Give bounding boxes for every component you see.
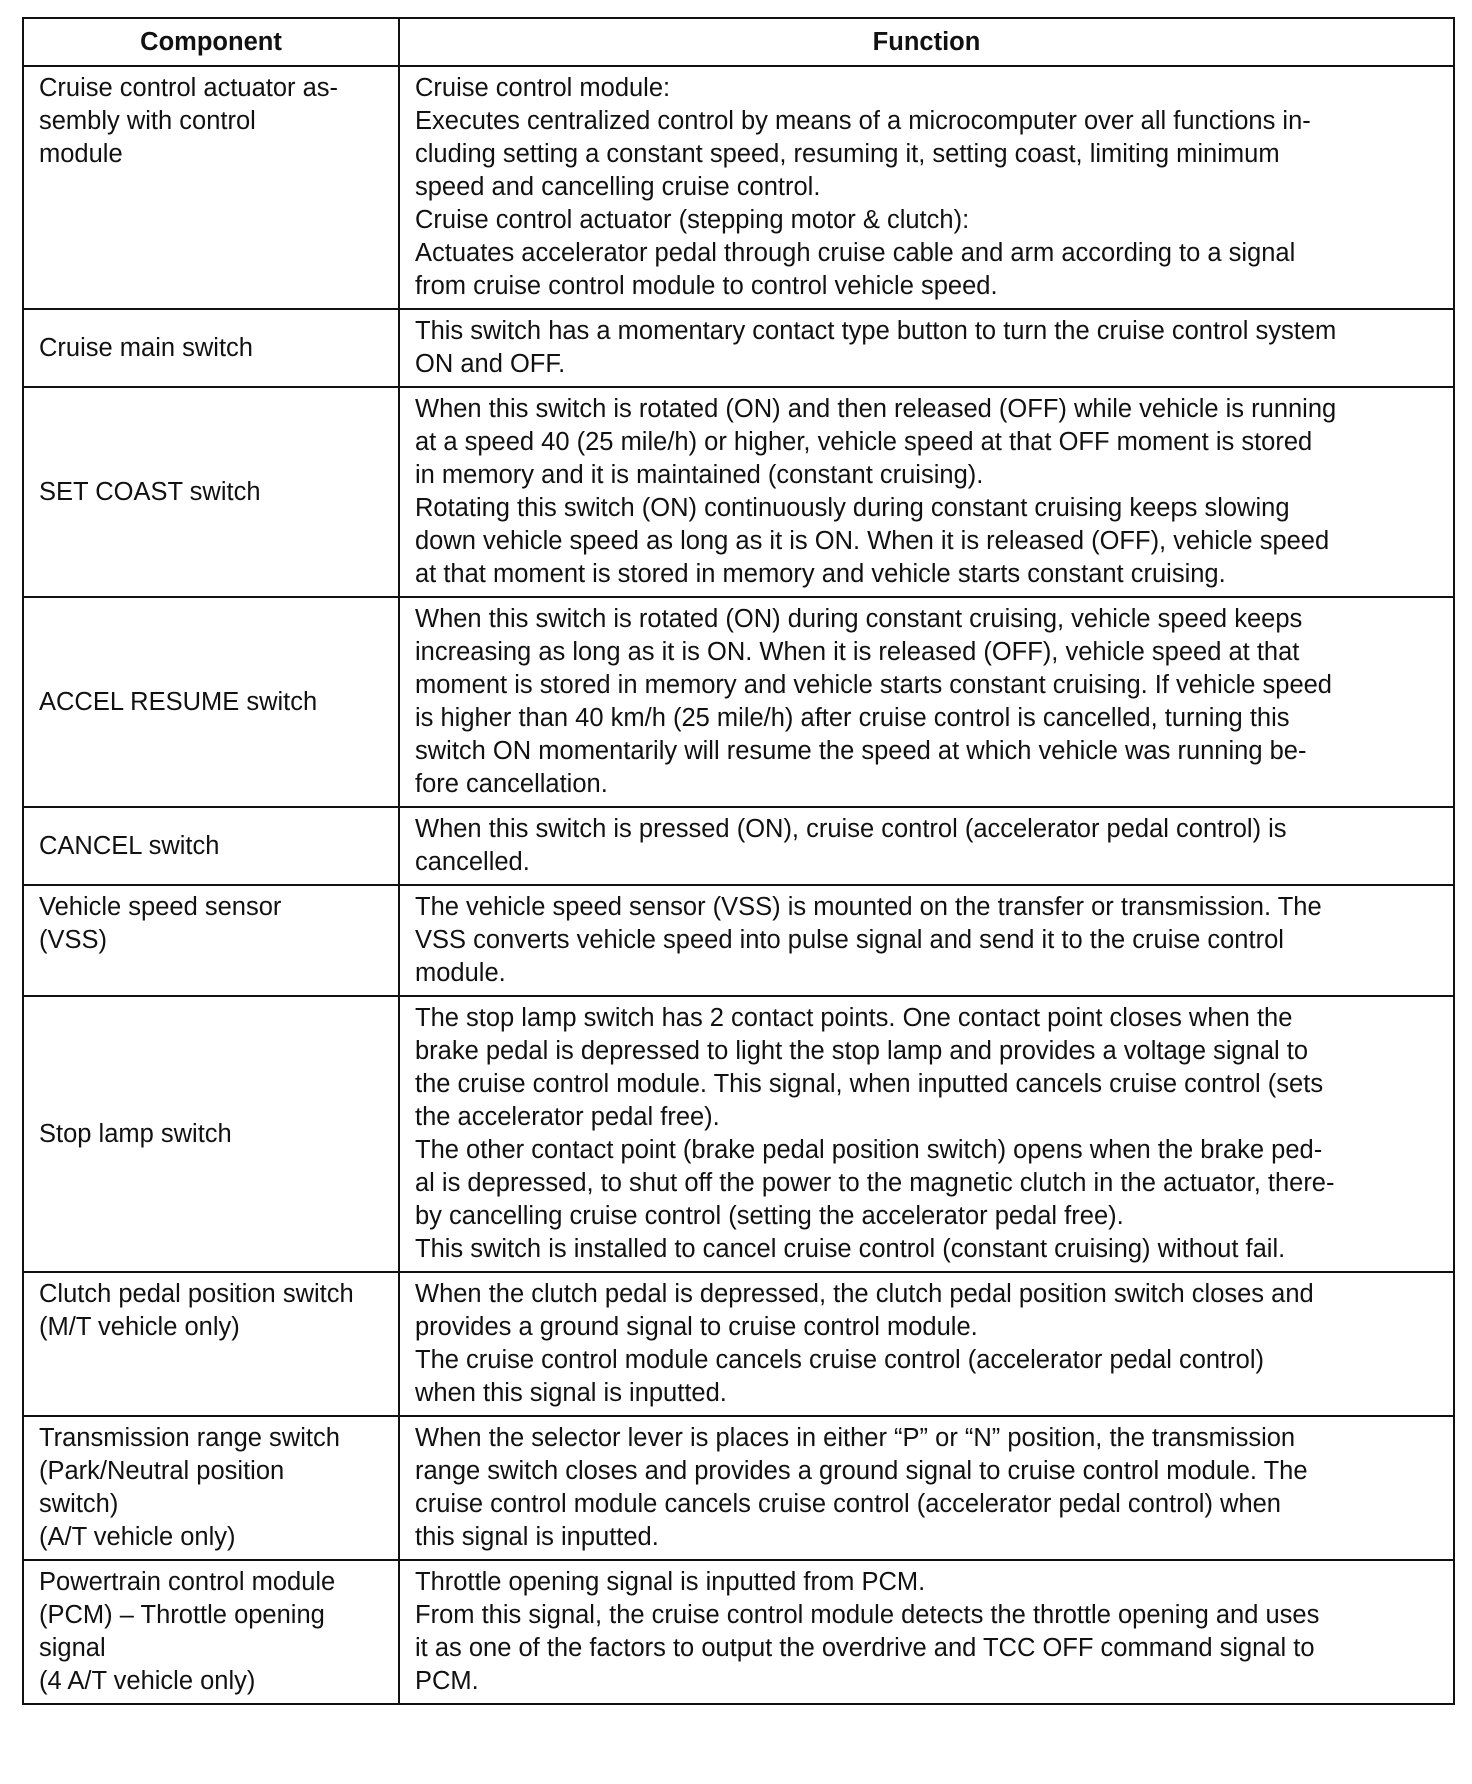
component-cell [23, 1416, 399, 1560]
component-cell [23, 1272, 399, 1416]
component-text: sembly with control [39, 107, 256, 135]
component-text: Cruise control actuator as- [39, 74, 339, 102]
component-text: Stop lamp switch [39, 1119, 232, 1148]
table-row [23, 597, 1454, 807]
function-text: The vehicle speed sensor (VSS) is mounted on the transfer or transmission. The [415, 893, 1322, 921]
table-header-row [23, 18, 1454, 66]
function-text: speed and cancelling cruise control. [415, 173, 821, 201]
table-row [23, 807, 1454, 885]
function-cell [399, 309, 1454, 387]
function-text: When this switch is rotated (ON) and then released (OFF) while vehicle is running [415, 395, 1337, 423]
function-text: Cruise control actuator (stepping motor & clutch): [415, 206, 970, 234]
function-cell [399, 1560, 1454, 1704]
function-text: VSS converts vehicle speed into pulse signal and send it to the cruise control [415, 926, 1284, 954]
function-text: moment is stored in memory and vehicle starts constant cruising. If vehicle speed [415, 671, 1332, 699]
function-text: From this signal, the cruise control module detects the throttle opening and uses [415, 1601, 1320, 1629]
component-text: ACCEL RESUME switch [39, 687, 318, 716]
component-cell [23, 66, 399, 309]
function-text: when this signal is inputted. [415, 1379, 727, 1407]
function-text: fore cancellation. [415, 770, 608, 798]
function-text: in memory and it is maintained (constant cruising). [415, 461, 984, 489]
component-cell [23, 807, 399, 885]
function-text: this signal is inputted. [415, 1523, 659, 1551]
function-cell [399, 387, 1454, 597]
component-text: Clutch pedal position switch [39, 1280, 354, 1308]
component-text: (4 A/T vehicle only) [39, 1667, 256, 1695]
function-text: ON and OFF. [415, 350, 566, 378]
function-text: When the selector lever is places in either “P” or “N” position, the transmission [415, 1424, 1296, 1452]
function-text: al is depressed, to shut off the power to the magnetic clutch in the actuator, there- [415, 1169, 1335, 1197]
function-text: down vehicle speed as long as it is ON. When it is released (OFF), vehicle speed [415, 527, 1330, 555]
component-function-table [22, 17, 1455, 1705]
function-text: at that moment is stored in memory and vehicle starts constant cruising. [415, 560, 1226, 588]
function-text: PCM. [415, 1667, 479, 1695]
function-cell [399, 996, 1454, 1272]
function-cell [399, 807, 1454, 885]
table-row [23, 66, 1454, 309]
function-text: Throttle opening signal is inputted from PCM. [415, 1568, 926, 1596]
function-text: it as one of the factors to output the overdrive and TCC OFF command signal to [415, 1634, 1315, 1662]
function-text: Actuates accelerator pedal through cruise cable and arm according to a signal [415, 239, 1296, 267]
function-text: The stop lamp switch has 2 contact points. One contact point closes when the [415, 1004, 1293, 1032]
component-text: signal [39, 1634, 106, 1662]
table-row [23, 1416, 1454, 1560]
component-text: SET COAST switch [39, 477, 261, 506]
function-text: the accelerator pedal free). [415, 1103, 720, 1131]
function-cell [399, 597, 1454, 807]
component-cell [23, 885, 399, 996]
component-text: (M/T vehicle only) [39, 1313, 240, 1341]
component-cell [23, 597, 399, 807]
component-cell [23, 387, 399, 597]
component-text: Transmission range switch [39, 1424, 340, 1452]
component-text: switch) [39, 1490, 119, 1518]
function-cell [399, 66, 1454, 309]
table-row [23, 387, 1454, 597]
table-row [23, 885, 1454, 996]
function-text: The other contact point (brake pedal position switch) opens when the brake ped- [415, 1136, 1323, 1164]
function-text: This switch has a momentary contact type button to turn the cruise control system [415, 317, 1337, 345]
function-cell [399, 1272, 1454, 1416]
function-text: provides a ground signal to cruise control module. [415, 1313, 978, 1341]
function-text: Executes centralized control by means of a microcomputer over all functions in- [415, 107, 1311, 135]
component-text: Cruise main switch [39, 333, 253, 362]
function-text: The cruise control module cancels cruise control (accelerator pedal control) [415, 1346, 1264, 1374]
component-cell [23, 996, 399, 1272]
function-text: When this switch is pressed (ON), cruise control (accelerator pedal control) is [415, 815, 1287, 843]
function-cell [399, 1416, 1454, 1560]
table-row [23, 1560, 1454, 1704]
component-text: CANCEL switch [39, 831, 220, 860]
component-text: (PCM) – Throttle opening [39, 1601, 325, 1629]
function-text: This switch is installed to cancel cruise control (constant cruising) without fail. [415, 1235, 1286, 1263]
function-text: cluding setting a constant speed, resuming it, setting coast, limiting minimum [415, 140, 1280, 168]
function-text: Cruise control module: [415, 74, 671, 102]
function-text: switch ON momentarily will resume the speed at which vehicle was running be- [415, 737, 1307, 765]
function-cell [399, 885, 1454, 996]
header-function: Function [399, 18, 1454, 66]
table-row [23, 1272, 1454, 1416]
component-text: Vehicle speed sensor [39, 893, 282, 921]
function-text: cancelled. [415, 848, 530, 876]
component-text: (Park/Neutral position [39, 1457, 285, 1485]
function-text: at a speed 40 (25 mile/h) or higher, vehicle speed at that OFF moment is stored [415, 428, 1313, 456]
function-text: When this switch is rotated (ON) during constant cruising, vehicle speed keeps [415, 605, 1303, 633]
function-text: When the clutch pedal is depressed, the clutch pedal position switch closes and [415, 1280, 1314, 1308]
table-row [23, 996, 1454, 1272]
component-text: (A/T vehicle only) [39, 1523, 236, 1551]
header-component: Component [23, 18, 399, 66]
function-text: module. [415, 959, 506, 987]
function-text: range switch closes and provides a ground signal to cruise control module. The [415, 1457, 1308, 1485]
function-text: from cruise control module to control vehicle speed. [415, 272, 998, 300]
component-text: (VSS) [39, 926, 108, 954]
component-cell [23, 309, 399, 387]
function-text: Rotating this switch (ON) continuously during constant cruising keeps slowing [415, 494, 1290, 522]
component-text: module [39, 140, 123, 168]
function-text: brake pedal is depressed to light the stop lamp and provides a voltage signal to [415, 1037, 1309, 1065]
component-text: Powertrain control module [39, 1568, 336, 1596]
function-text: is higher than 40 km/h (25 mile/h) after cruise control is cancelled, turning this [415, 704, 1290, 732]
function-text: by cancelling cruise control (setting the accelerator pedal free). [415, 1202, 1124, 1230]
table-row [23, 309, 1454, 387]
function-text: cruise control module cancels cruise control (accelerator pedal control) when [415, 1490, 1281, 1518]
component-cell [23, 1560, 399, 1704]
function-text: the cruise control module. This signal, when inputted cancels cruise control (sets [415, 1070, 1324, 1098]
function-text: increasing as long as it is ON. When it is released (OFF), vehicle speed at that [415, 638, 1300, 666]
